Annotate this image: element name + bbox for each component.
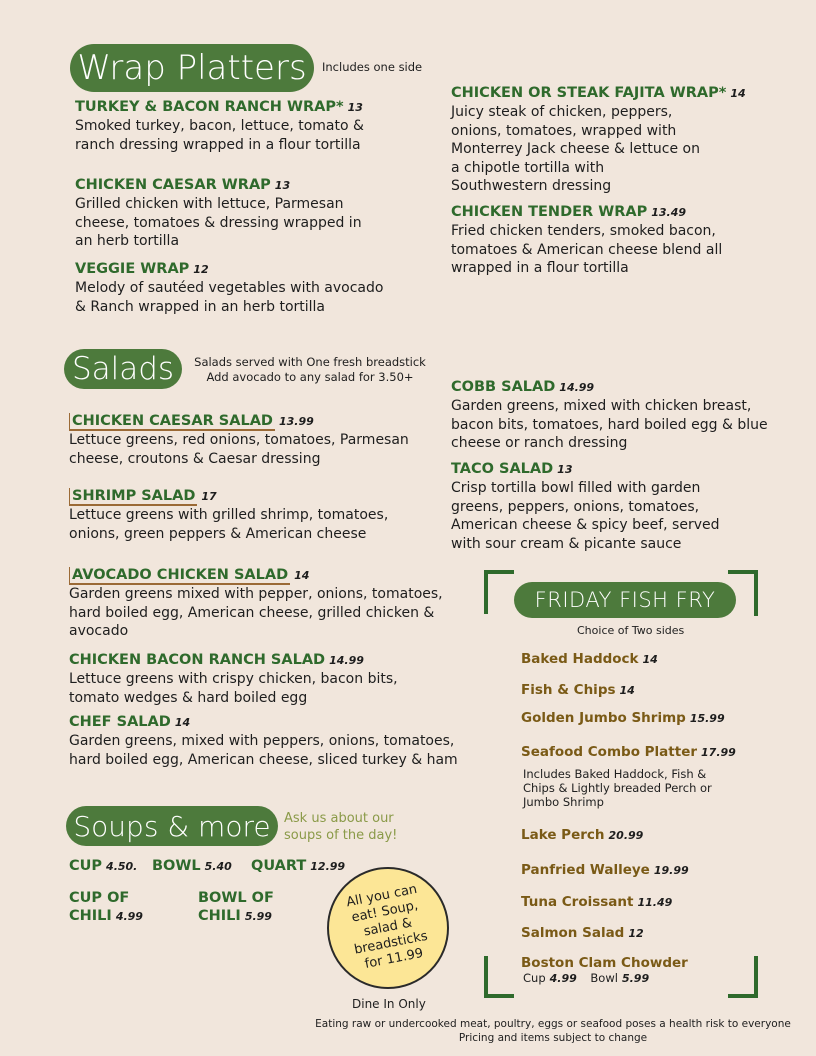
salad-item-shrimp: SHRIMP SALAD 17 Lettuce greens with grilled shrimp, tomatoes, onions, green peppers & American cheese <box>69 488 389 542</box>
wrap-item-caesar: CHICKEN CAESAR WRAP 13 Grilled chicken with lettuce, Parmesan cheese, tomatoes & dressing wrapped in an herb tortilla <box>75 177 362 249</box>
salad-item-avocado: AVOCADO CHICKEN SALAD 14 Garden greens mixed with pepper, onions, tomatoes, hard boiled egg, American cheese, grilled chicken & avocado <box>69 567 443 639</box>
cup-of-chili: CUP OF CHILI 4.99 <box>69 890 143 924</box>
footer-disclaimer: Eating raw or undercooked meat, poultry, eggs or seafood poses a health risk to everyone Pricing and items subject to change <box>315 1018 791 1044</box>
fish-item-lake-perch: Lake Perch 20.99 <box>521 827 644 843</box>
salads-note: Salads served with One fresh breadstick Add avocado to any salad for 3.50+ <box>194 355 426 384</box>
wrap-platters-heading: Wrap Platters <box>70 44 314 92</box>
dine-in-note: Dine In Only <box>352 997 426 1011</box>
soups-heading: Soups & more <box>66 806 278 846</box>
wrap-note: Includes one side <box>322 60 423 74</box>
fish-item-salmon: Salmon Salad 12 <box>521 925 644 941</box>
fish-bracket-bottom-right <box>728 956 758 998</box>
salads-heading: Salads <box>64 349 182 389</box>
fish-bracket-top-left <box>484 570 514 614</box>
fish-item-walleye: Panfried Walleye 19.99 <box>521 862 689 878</box>
wrap-item-tender: CHICKEN TENDER WRAP 13.49 Fried chicken tenders, smoked bacon, tomatoes & American cheese blend all wrapped in a flour tortilla <box>451 204 723 276</box>
fish-item-tuna: Tuna Croissant 11.49 <box>521 894 673 910</box>
wrap-item-veggie: VEGGIE WRAP 12 Melody of sautéed vegetables with avocado & Ranch wrapped in an herb tortilla <box>75 261 384 315</box>
salad-item-chef: CHEF SALAD 14 Garden greens, mixed with peppers, onions, tomatoes, hard boiled egg, American cheese, sliced turkey & ham <box>69 714 458 768</box>
salad-item-caesar: CHICKEN CAESAR SALAD 13.99 Lettuce greens, red onions, tomatoes, Parmesan cheese, croutons & Caesar dressing <box>69 413 409 467</box>
all-you-can-eat-badge: All you can eat! Soup, salad & breadsticks for 11.99 <box>327 867 449 989</box>
salad-item-bacon-ranch: CHICKEN BACON RANCH SALAD 14.99 Lettuce greens with crispy chicken, bacon bits, tomato wedges & hard boiled egg <box>69 652 398 706</box>
fish-item-clam-chowder: Boston Clam Chowder <box>521 955 688 971</box>
salad-item-cobb: COBB SALAD 14.99 Garden greens, mixed with chicken breast, bacon bits, tomatoes, hard boiled egg & blue cheese or ranch dressing <box>451 379 768 451</box>
friday-fish-fry-heading: FRIDAY FISH FRY <box>514 582 736 618</box>
fish-item-seafood-combo: Seafood Combo Platter 17.99 <box>521 744 736 760</box>
fish-item-seafood-combo-desc: Includes Baked Haddock, Fish & Chips & Lightly breaded Perch or Jumbo Shrimp <box>523 767 712 809</box>
wrap-item-fajita: CHICKEN OR STEAK FAJITA WRAP* 14 Juicy steak of chicken, peppers, onions, tomatoes, wrapped with Monterrey Jack cheese & lettuce on a chipotle tortilla with Southwestern dressing <box>451 85 746 194</box>
soup-bowl: BOWL 5.40 <box>152 858 232 874</box>
fish-item-golden-shrimp: Golden Jumbo Shrimp 15.99 <box>521 710 725 726</box>
clam-chowder-prices: Cup 4.99 Bowl 5.99 <box>523 971 650 985</box>
soups-ask-note: Ask us about our soups of the day! <box>284 811 398 843</box>
fish-item-baked-haddock: Baked Haddock 14 <box>521 651 658 667</box>
soup-quart: QUART 12.99 <box>251 858 346 874</box>
bowl-of-chili: BOWL OF CHILI 5.99 <box>198 890 274 924</box>
fish-item-fish-chips: Fish & Chips 14 <box>521 682 635 698</box>
wrap-item-turkey: TURKEY & BACON RANCH WRAP* 13 Smoked turkey, bacon, lettuce, tomato & ranch dressing wrapped in a flour tortilla <box>75 99 364 153</box>
soup-cup: CUP 4.50. <box>69 858 138 874</box>
salad-item-taco: TACO SALAD 13 Crisp tortilla bowl filled with garden greens, peppers, onions, tomatoes, American cheese & spicy beef, served with sour cream & picante sauce <box>451 461 720 552</box>
fish-note: Choice of Two sides <box>577 624 685 637</box>
fish-bracket-bottom-left <box>484 956 514 998</box>
